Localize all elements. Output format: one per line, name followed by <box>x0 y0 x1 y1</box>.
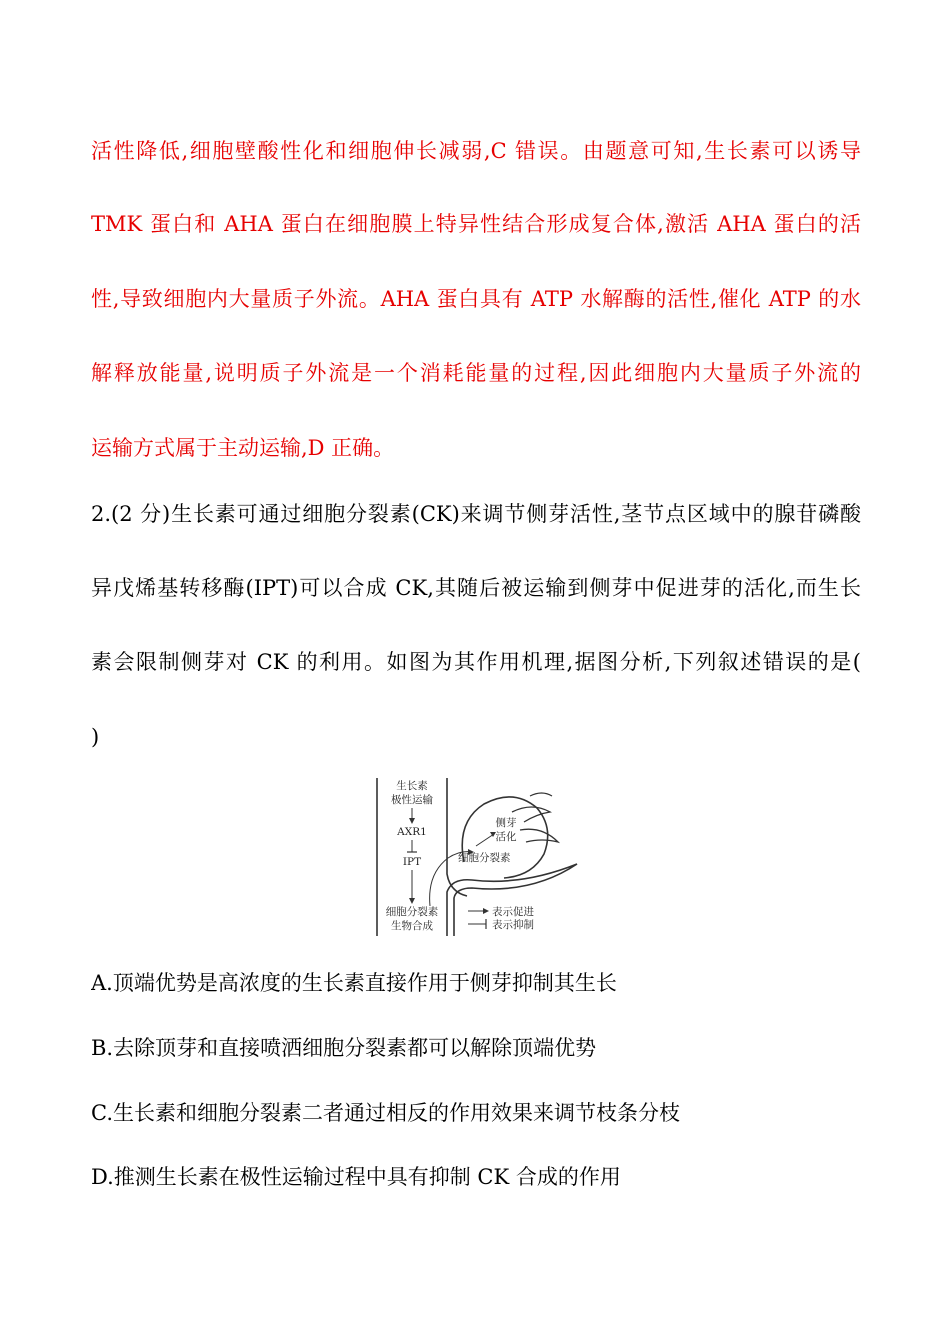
legend-promote-label: 表示促进 <box>492 906 534 918</box>
question-stem-line-3: 素会限制侧芽对 CK 的利用。如图为其作用机理,据图分析,下列叙述错误的是( <box>91 650 861 674</box>
bud-leaf-2 <box>520 829 558 842</box>
question-stem-line-4: ) <box>91 725 100 749</box>
axr1-label: AXR1 <box>397 826 427 838</box>
stem-wall-right-upper <box>447 778 467 896</box>
ck-synthesis-label-2: 生物合成 <box>391 920 433 932</box>
bud-tip <box>530 793 552 796</box>
option-b: B.去除顶芽和直接喷洒细胞分裂素都可以解除顶端优势 <box>91 1036 597 1060</box>
bud-activation-label-1: 侧芽 <box>495 817 517 829</box>
option-a: A.顶端优势是高浓度的生长素直接作用于侧芽抑制其生长 <box>91 971 617 995</box>
legend-promote-head <box>483 908 489 914</box>
auxin-label-2: 极性运输 <box>391 794 433 806</box>
ck-label: 细胞分裂素 <box>458 852 511 864</box>
mechanism-diagram <box>372 774 594 936</box>
arrowhead-auxin <box>409 818 415 824</box>
auxin-label-1: 生长素 <box>396 780 428 792</box>
option-d: D.推测生长素在极性运输过程中具有抑制 CK 合成的作用 <box>91 1165 621 1189</box>
option-c: C.生长素和细胞分裂素二者通过相反的作用效果来调节枝条分枝 <box>91 1101 680 1125</box>
legend-inhibit-label: 表示抑制 <box>492 919 534 931</box>
question-stem-line-1: 2.(2 分)生长素可通过细胞分裂素(CK)来调节侧芽活性,茎节点区域中的腺苷磷酸 <box>91 502 861 526</box>
ipt-label: IPT <box>402 856 422 868</box>
answer-line-3: 性,导致细胞内大量质子外流。AHA 蛋白具有 ATP 水解酶的活性,催化 ATP 的水 <box>91 287 861 311</box>
mechanism-figure <box>372 774 594 936</box>
ck-synthesis-label-1: 细胞分裂素 <box>385 906 439 918</box>
answer-line-1: 活性降低,细胞壁酸性化和细胞伸长减弱,C 错误。由题意可知,生长素可以诱导 <box>91 139 861 163</box>
answer-line-4: 解释放能量,说明质子外流是一个消耗能量的过程,因此细胞内大量质子外流的 <box>91 361 861 385</box>
bud-activation-label-2: 活化 <box>495 831 517 843</box>
answer-line-2: TMK 蛋白和 AHA 蛋白在细胞膜上特异性结合形成复合体,激活 AHA 蛋白的活 <box>91 212 861 236</box>
question-stem-line-2: 异戊烯基转移酶(IPT)可以合成 CK,其随后被运输到侧芽中促进芽的活化,而生长 <box>91 576 861 600</box>
arrow-bud-activation <box>476 834 494 846</box>
answer-line-5: 运输方式属于主动运输,D 正确。 <box>91 436 395 460</box>
arrowhead-ipt <box>409 898 415 904</box>
